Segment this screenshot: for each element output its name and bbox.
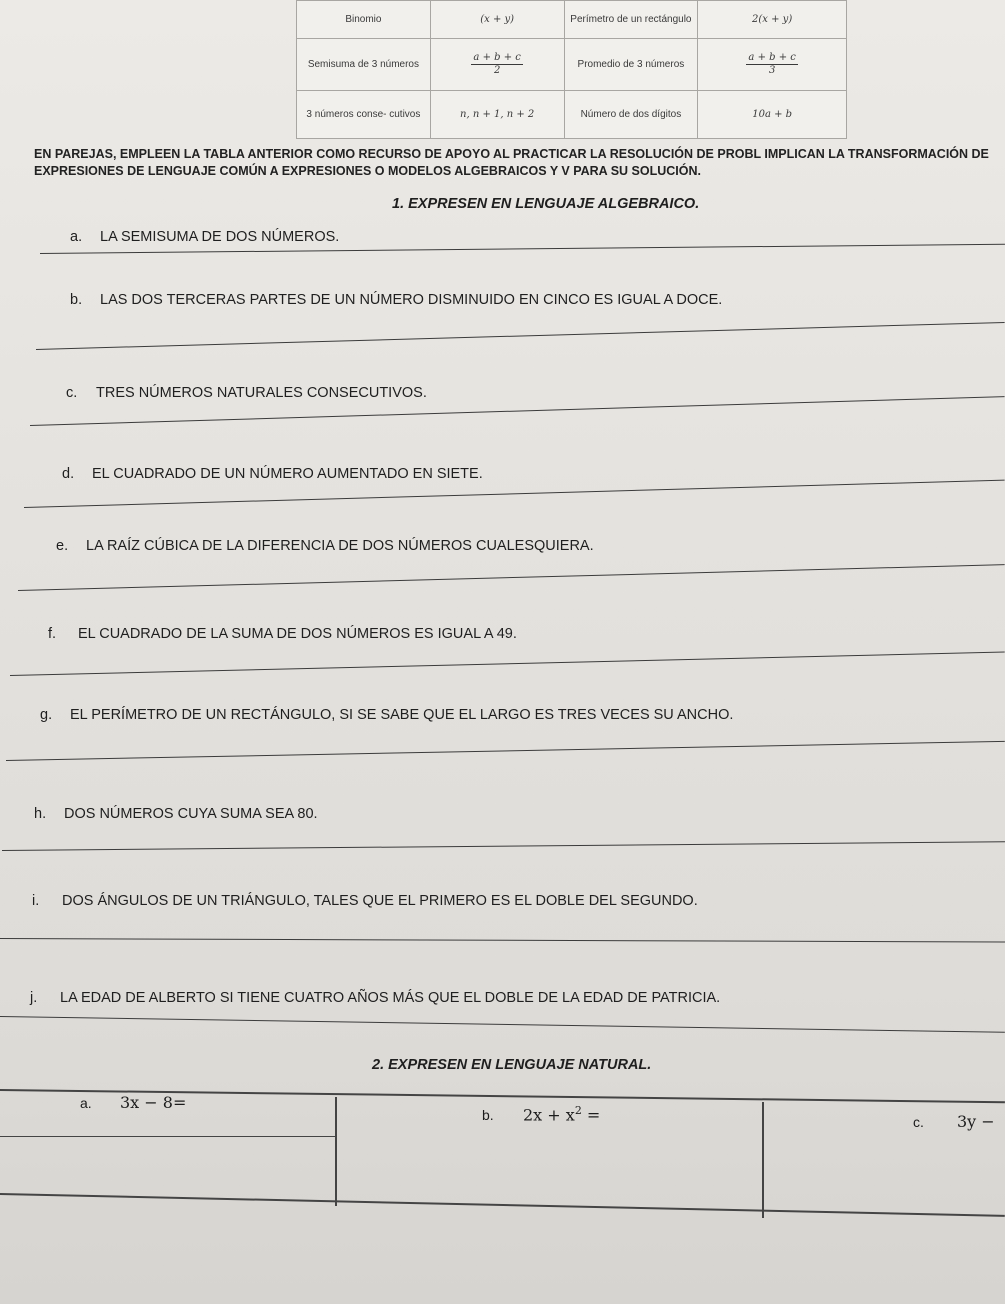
expr-perimetro: 2(x + y): [698, 1, 847, 39]
intro-paragraph: EN PAREJAS, EMPLEEN LA TABLA ANTERIOR COMO RECURSO DE APOYO AL PRACTICAR LA RESOLUCIÓN DE PROBL IMPLICAN LA TRANSFORMACIÓN DE EXPRESIONES DE LENGUAJE COMÚN A EXPRESIONES O MODELOS ALGEBRAICOS Y V PARA SU SOLUCIÓN.: [34, 147, 989, 178]
answer-line[interactable]: [2, 841, 1005, 851]
item-text: LA RAÍZ CÚBICA DE LA DIFERENCIA DE DOS NÚMEROS CUALESQUIERA.: [86, 538, 594, 554]
answer-line[interactable]: [0, 938, 1005, 943]
list-item: i. DOS ÁNGULOS DE UN TRIÁNGULO, TALES QUE EL PRIMERO ES EL DOBLE DEL SEGUNDO.: [32, 893, 698, 909]
expr-promedio: $\frac{a + b + c}{3}$: [698, 39, 847, 91]
table-column-divider: [335, 1097, 337, 1206]
reference-table: [296, 0, 847, 139]
expr-semisuma: $\frac{a + b + c}{2}$: [430, 39, 564, 91]
expr-dos-digitos: 10a + b: [698, 91, 847, 139]
section-1-title: 1. EXPRESEN EN LENGUAJE ALGEBRAICO.: [392, 196, 700, 212]
list-item: b. LAS DOS TERCERAS PARTES DE UN NÚMERO DISMINUIDO EN CINCO ES IGUAL A DOCE.: [70, 292, 723, 308]
expr-consecutivos: n, n + 1, n + 2: [430, 91, 564, 139]
cell-a-expression[interactable]: 3x − 8=: [120, 1093, 187, 1112]
cell-c-letter: c.: [913, 1114, 924, 1130]
item-text: DOS ÁNGULOS DE UN TRIÁNGULO, TALES QUE EL PRIMERO ES EL DOBLE DEL SEGUNDO.: [62, 893, 698, 909]
item-text: LA SEMISUMA DE DOS NÚMEROS.: [100, 229, 340, 245]
term-promedio: Promedio de 3 números: [564, 39, 698, 91]
cell-a-letter: a.: [80, 1095, 92, 1111]
item-text: EL CUADRADO DE UN NÚMERO AUMENTADO EN SIETE.: [92, 466, 483, 482]
answer-line[interactable]: [40, 244, 1005, 254]
list-item: h. DOS NÚMEROS CUYA SUMA SEA 80.: [34, 806, 318, 822]
list-item: e. LA RAÍZ CÚBICA DE LA DIFERENCIA DE DOS NÚMEROS CUALESQUIERA.: [56, 538, 594, 554]
list-item: d. EL CUADRADO DE UN NÚMERO AUMENTADO EN SIETE.: [62, 466, 483, 482]
answer-line[interactable]: [18, 564, 1005, 591]
cell-b-expression[interactable]: $2x + x^2$ =: [523, 1104, 601, 1125]
list-item: a. LA SEMISUMA DE DOS NÚMEROS.: [70, 229, 340, 245]
list-item: g. EL PERÍMETRO DE UN RECTÁNGULO, SI SE SABE QUE EL LARGO ES TRES VECES SU ANCHO.: [40, 707, 734, 723]
table-row: [297, 1, 847, 39]
term-consecutivos: 3 números conse- cutivos: [297, 91, 431, 139]
answer-line[interactable]: [0, 1016, 1005, 1033]
item-text: TRES NÚMEROS NATURALES CONSECUTIVOS.: [96, 385, 427, 401]
term-dos-digitos: Número de dos dígitos: [564, 91, 698, 139]
term-binomio: Binomio: [297, 1, 431, 39]
expr-binomio: (x + y): [430, 1, 564, 39]
answer-line[interactable]: [36, 322, 1005, 350]
table-column-divider: [762, 1102, 764, 1218]
answer-line[interactable]: [24, 480, 1005, 508]
list-item: c. TRES NÚMEROS NATURALES CONSECUTIVOS.: [66, 385, 427, 401]
list-item: j. LA EDAD DE ALBERTO SI TIENE CUATRO AÑOS MÁS QUE EL DOBLE DE LA EDAD DE PATRICIA.: [30, 990, 721, 1006]
item-text: DOS NÚMEROS CUYA SUMA SEA 80.: [64, 806, 318, 822]
table-row: [297, 39, 847, 91]
cell-c-expression[interactable]: 3y −: [957, 1112, 995, 1131]
section-2-title: 2. EXPRESEN EN LENGUAJE NATURAL.: [372, 1057, 652, 1073]
item-text: EL PERÍMETRO DE UN RECTÁNGULO, SI SE SABE QUE EL LARGO ES TRES VECES SU ANCHO.: [70, 707, 734, 723]
answer-line[interactable]: [10, 652, 1005, 676]
table-inner-line: [0, 1136, 335, 1137]
answer-line[interactable]: [6, 741, 1005, 761]
table-row: [297, 91, 847, 139]
item-text: LAS DOS TERCERAS PARTES DE UN NÚMERO DISMINUIDO EN CINCO ES IGUAL A DOCE.: [100, 292, 723, 308]
item-text: LA EDAD DE ALBERTO SI TIENE CUATRO AÑOS MÁS QUE EL DOBLE DE LA EDAD DE PATRICIA.: [60, 990, 721, 1006]
cell-b-letter: b.: [482, 1107, 494, 1123]
table-bottom-border: [0, 1193, 1005, 1217]
list-item: f. EL CUADRADO DE LA SUMA DE DOS NÚMEROS ES IGUAL A 49.: [48, 626, 517, 642]
item-text: EL CUADRADO DE LA SUMA DE DOS NÚMEROS ES IGUAL A 49.: [78, 626, 517, 642]
term-semisuma: Semisuma de 3 números: [297, 39, 431, 91]
term-perimetro: Perímetro de un rectángulo: [564, 1, 698, 39]
